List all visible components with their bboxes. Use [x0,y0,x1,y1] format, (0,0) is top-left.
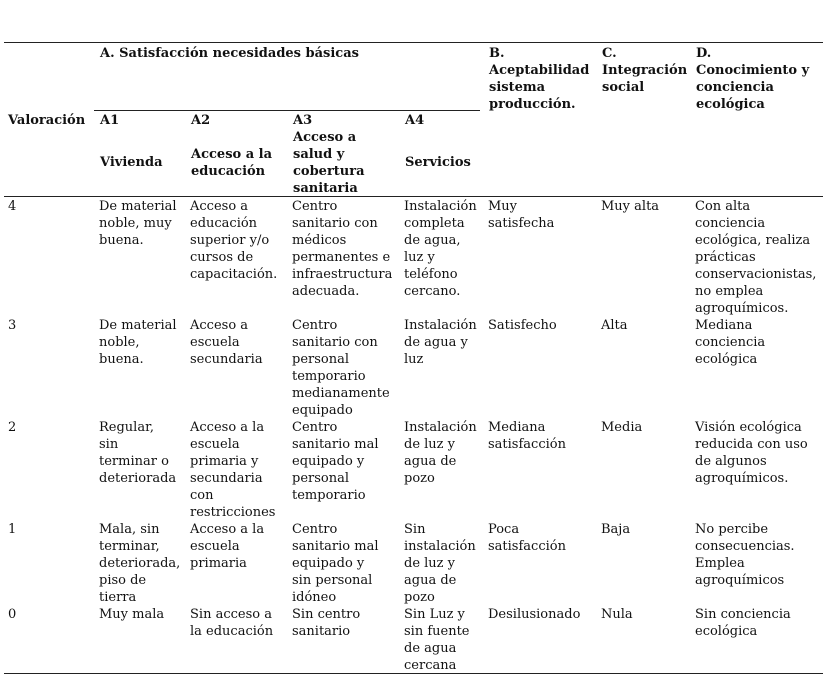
row-0-salud: Sin centro sanitario [292,607,361,639]
group-a-underline [94,110,480,111]
row-4-conciencia: Con alta conciencia ecológica, realiza prácticas conservacionistas, no emplea agroquímicos. [695,199,817,316]
row-1-integracion: Baja [601,522,631,537]
header-a2-code: A2 [191,113,211,128]
row-2-vivienda: Regular, sin terminar o deteriorada [99,420,177,486]
row-3-integracion: Alta [601,318,628,333]
header-a2-name: Acceso a la educación [191,147,273,179]
header-col-d: D. Conocimiento y conciencia ecológica [696,46,810,112]
row-2-conciencia: Visión ecológica reducida con uso de algunos agroquímicos. [695,420,808,486]
row-0-educacion: Sin acceso a la educación [190,607,274,639]
header-a1-name: Vivienda [100,155,163,170]
row-3-conciencia: Mediana conciencia ecológica [695,318,766,367]
row-1-servicios: Sin instalación de luz y agua de pozo [404,522,476,605]
row-4-integracion: Muy alta [601,199,660,214]
row-4-servicios: Instalación completa de agua, luz y teléfono cercano. [404,199,477,299]
row-3-servicios: Instalación de agua y luz [404,318,477,367]
row-4-aceptabilidad: Muy satisfecha [488,199,555,231]
row-4-vivienda: De material noble, muy buena. [99,199,177,248]
row-2-aceptabilidad: Mediana satisfacción [488,420,566,452]
row-1-aceptabilidad: Poca satisfacción [488,522,566,554]
row-0-integracion: Nula [601,607,633,622]
row-3-salud: Centro sanitario con personal temporario medianamente equipado [292,318,390,418]
row-3-valoracion: 3 [8,318,17,333]
row-1-salud: Centro sanitario mal equipado y sin personal idóneo [292,522,379,605]
header-a1-code: A1 [100,113,120,128]
row-1-valoracion: 1 [8,522,17,537]
row-2-integracion: Media [601,420,643,435]
row-0-aceptabilidad: Desilusionado [488,607,581,622]
row-1-vivienda: Mala, sin terminar, deteriorada, piso de tierra [99,522,181,605]
row-1-conciencia: No percibe consecuencias. Emplea agroquímicos [695,522,795,588]
row-2-salud: Centro sanitario mal equipado y personal temporario [292,420,379,503]
header-group-a: A. Satisfacción necesidades básicas [100,46,359,61]
row-4-salud: Centro sanitario con médicos permanentes e infraestructura adecuada. [292,199,393,299]
row-3-educacion: Acceso a escuela secundaria [190,318,263,367]
row-2-educacion: Acceso a la escuela primaria y secundaria con restricciones [190,420,276,520]
header-a3-code: A3 [293,113,313,128]
header-valoracion: Valoración [8,113,86,128]
header-col-b: B. Aceptabilidad sistema producción. [489,46,590,112]
row-3-aceptabilidad: Satisfecho [488,318,557,333]
row-1-educacion: Acceso a la escuela primaria [190,522,265,571]
row-2-servicios: Instalación de luz y agua de pozo [404,420,477,486]
header-a3-name: Acceso a salud y cobertura sanitaria [293,130,365,196]
row-0-servicios: Sin Luz y sin fuente de agua cercana [404,607,470,673]
header-a4-code: A4 [405,113,425,128]
header-col-c: C. Integración social [602,46,688,95]
row-4-valoracion: 4 [8,199,17,214]
header-a4-name: Servicios [405,155,471,170]
header-bottom-rule [4,196,823,197]
row-0-conciencia: Sin conciencia ecológica [695,607,791,639]
row-0-valoracion: 0 [8,607,17,622]
top-rule [4,42,823,43]
row-0-vivienda: Muy mala [99,607,165,622]
row-2-valoracion: 2 [8,420,17,435]
row-3-vivienda: De material noble, buena. [99,318,177,367]
row-4-educacion: Acceso a educación superior y/o cursos de capacitación. [190,199,278,282]
